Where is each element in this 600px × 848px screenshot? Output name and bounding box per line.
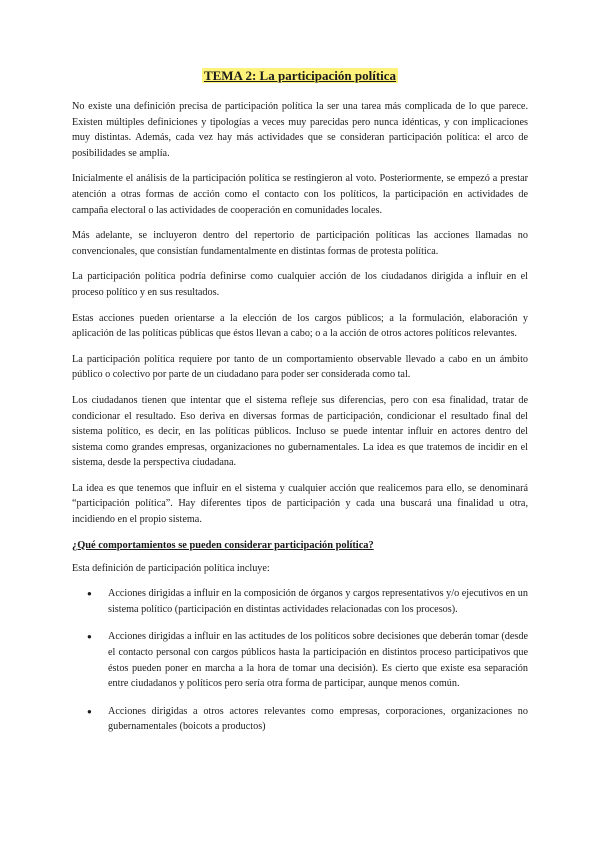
- bullet-list: [72, 586, 528, 735]
- list-intro: Esta definición de participación política incluye:: [72, 562, 270, 574]
- bullet-icon: ●: [87, 632, 92, 642]
- bullet-icon: ●: [87, 706, 92, 716]
- paragraph-5: Estas acciones pueden orientarse a la elección de los cargos públicos; a la formulación, elaboración y aplicación de las políticas públicas que éstos llevan a cabo; o a la acción de otros actores políticos relevantes.: [72, 312, 528, 340]
- paragraph-3: Más adelante, se incluyeron dentro del repertorio de participación políticas las acciones llamadas no convencionales, que consistían fundamentalmente en distintas formas de protesta política.: [72, 230, 528, 257]
- paragraph-8: La idea es que tenemos que influir en el sistema y cualquier acción que realicemos para ello, se denominará “participación política”. Hay diferentes tipos de participación y cada una buscará una finalidad u otra, incidiendo en el propio sistema.: [72, 482, 528, 526]
- list-item-text: Acciones dirigidas a otros actores relevantes como empresas, corporaciones, organizaciones no gubernamentales (boicots a productos): [108, 705, 528, 733]
- list-item: [87, 586, 528, 617]
- paragraph-7: Los ciudadanos tienen que intentar que el sistema refleje sus diferencias, pero con esa finalidad, tratar de condicionar el resultado. Eso deriva en diversas formas de participación, condicionar el resultado final del sistema político, es decir, en las políticas públicos. Incluso se puede intentar influir en actores dentro del sistema como grandes empresas, organizaciones no gubernamentales. La idea es que tratemos de incidir en el sistema, desde la perspectiva ciudadana.: [72, 394, 528, 469]
- paragraph-4: La participación política podría definirse como cualquier acción de los ciudadanos dirigida a influir en el proceso político y en sus resultados.: [72, 271, 528, 298]
- bullet-icon: ●: [87, 589, 92, 599]
- list-item: [87, 704, 528, 735]
- list-item: [87, 629, 528, 691]
- list-item-text: Acciones dirigidas a influir en la composición de órganos y cargos representativos y/o ejecutivos en un sistema político (participación en distintas actividades relacionadas con los procesos).: [108, 588, 528, 615]
- paragraph-2: Inicialmente el análisis de la participación política se restingieron al voto. Posteriormente, se empezó a prestar atención a otras formas de acción como el contacto con los políticos, la participación en actividades de campaña electoral o las actividades de cooperación en comunidades locales.: [72, 173, 528, 216]
- paragraph-1: No existe una definición precisa de participación política la ser una tarea más complicada de lo que parece. Existen múltiples definiciones y tipologías a veces muy parecidas pero nunca idénticas, y con implicaciones muy distintas. Además, cada vez hay más actividades que se consideran participación política: el arco de posibilidades se amplía.: [72, 101, 528, 159]
- paragraph-6: La participación política requiere por tanto de un comportamiento observable llevado a cabo en un ámbito público o colectivo por parte de un ciudadano para poder ser considerada como tal.: [72, 353, 528, 381]
- page-title: [72, 68, 528, 84]
- list-item-text: Acciones dirigidas a influir en las actitudes de los políticos sobre decisiones que deberán tomar (desde el contacto personal con cargos públicos hasta la participación en distintos proceso participativos que éstos pueden poner en marcha a la hora de tomar una decisión). Es cierto que existe esa separación entre ciudadanos y políticos pero sería otra forma de participar, aunque menos común.: [108, 631, 528, 690]
- section-heading: ¿Qué comportamientos se pueden considerar participación política?: [72, 539, 374, 551]
- page-title-text: TEMA 2: La participación política: [203, 68, 397, 83]
